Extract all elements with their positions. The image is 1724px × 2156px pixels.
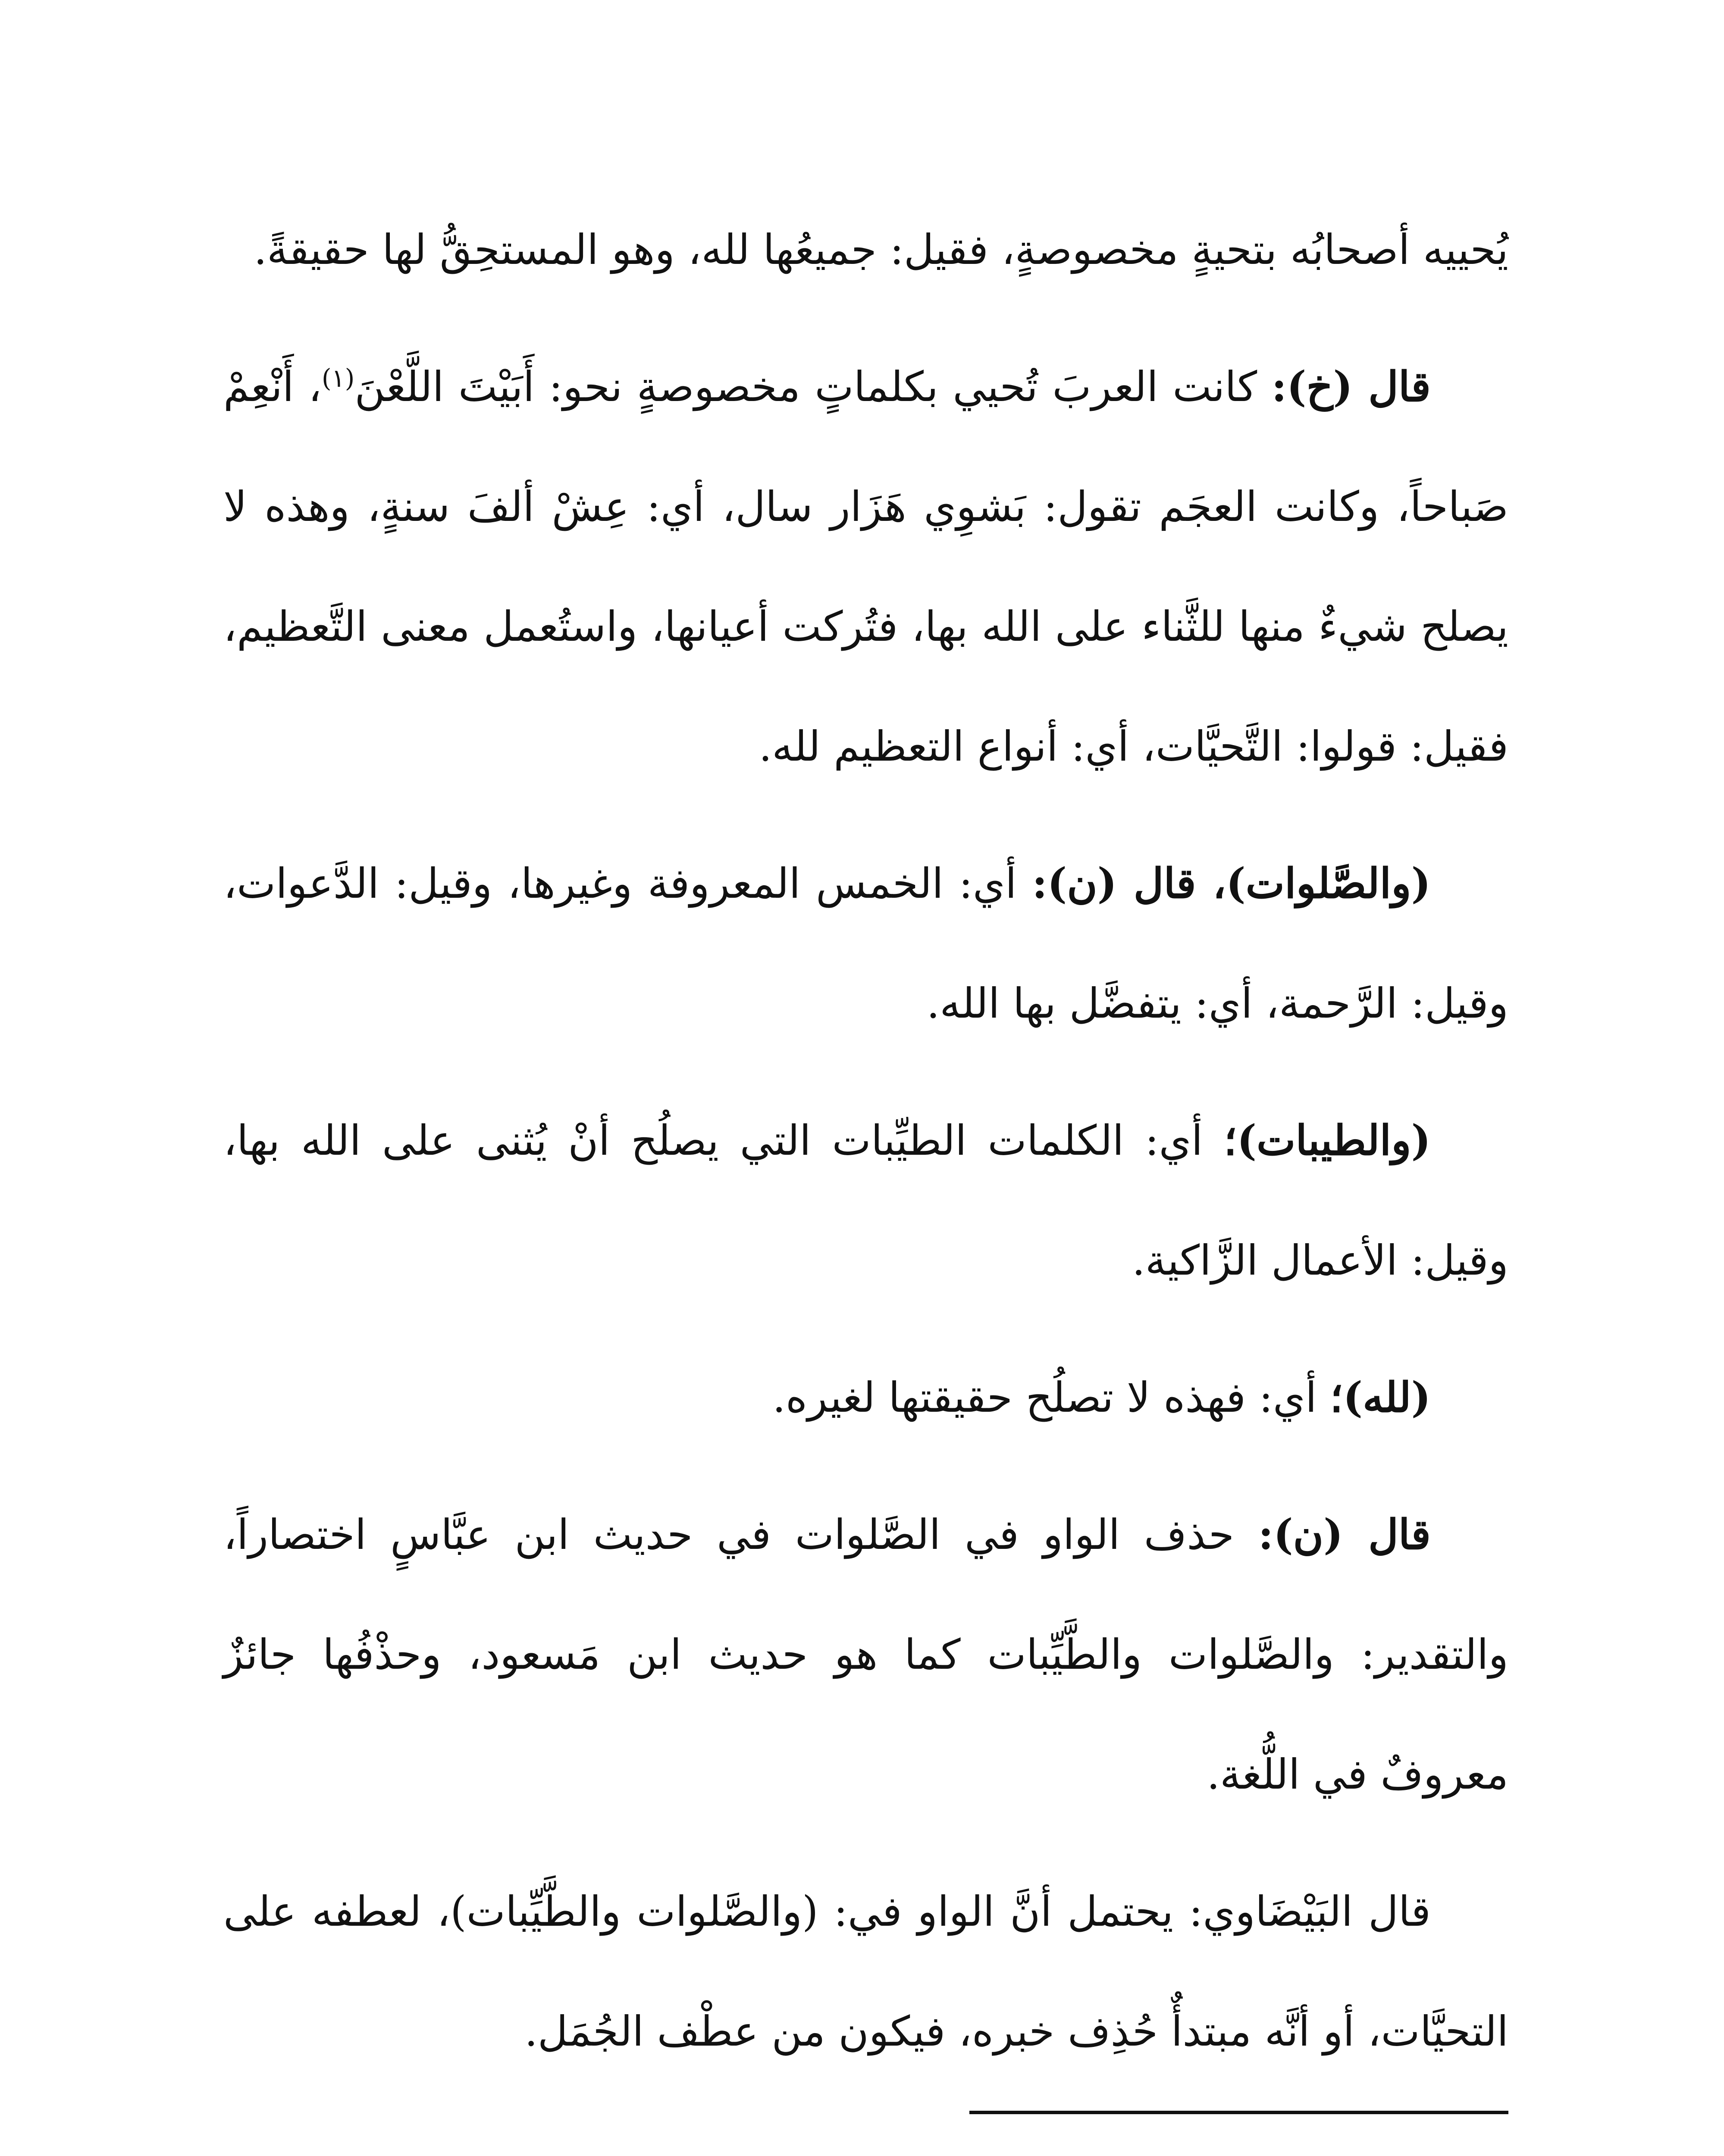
paragraph-1 (223, 190, 1508, 310)
paragraph-7-text: قال البَيْضَاوي: يحتمل أنَّ الواو في: (والصَّلوات والطَّيِّبات)، لعطفه على التحيَّات، أو أنَّه مبتدأٌ حُذِف خبره، فيكون من عطْف الجُمَل. (223, 1887, 1508, 2056)
paragraph-5 (223, 1338, 1508, 1457)
footnote-reference[interactable]: (١) (321, 364, 355, 393)
paragraph-7 (223, 1852, 1508, 2091)
paragraph-2-lead: قال (خ): (1271, 362, 1431, 411)
main-text (223, 190, 1508, 2109)
paragraph-5-lead: (لله)؛ (1330, 1373, 1431, 1422)
paragraph-1-text: يُحييه أصحابُه بتحيةٍ مخصوصةٍ، فقيل: جميعُها لله، وهو المستحِقُّ لها حقيقةً. (254, 226, 1508, 274)
paragraph-2-text-before-note: كانت العربَ تُحيي بكلماتٍ مخصوصةٍ نحو: أَبَيْتَ اللَّعْنَ (354, 363, 1272, 411)
paragraph-2 (223, 327, 1508, 806)
paragraph-6-lead: قال (ن): (1258, 1510, 1431, 1559)
paragraph-3-text: أي: الخمس المعروفة وغيرها، وقيل: الدَّعوات، وقيل: الرَّحمة، أي: يتفضَّل بها الله. (223, 859, 1508, 1028)
paragraph-3-lead: (والصَّلوات)، قال (ن): (1032, 859, 1431, 908)
paragraph-4 (223, 1081, 1508, 1320)
paragraph-2-text: ، أَنْعِمْ صَباحاً، وكانت العجَم تقول: بَشوِي هَزَار سال، أي: عِشْ ألفَ سنةٍ، وهذه لا يصلح شيءٌ منها للثَّناء على الله بها، فتُركت أعيانها، واستُعمل معنى التَّعظيم، فقيل: قولوا: التَّحيَّات، أي: أنواع التعظيم لله. (223, 363, 1508, 771)
paragraph-6-text: حذف الواو في الصَّلوات في حديث ابن عبَّاسٍ اختصاراً، والتقدير: والصَّلوات والطَّيِّبات كما هو حديث ابن مَسعود، وحذْفُها جائزٌ معروفٌ في اللُّغة. (223, 1510, 1508, 1799)
footnote-marker (1463, 2150, 1508, 2156)
paragraph-6 (223, 1475, 1508, 1834)
paragraph-4-text: أي: الكلمات الطيِّبات التي يصلُح أنْ يُثنى على الله بها، وقيل: الأعمال الزَّاكية. (223, 1116, 1508, 1285)
paragraph-3 (223, 824, 1508, 1063)
footnote-separator (969, 2111, 1508, 2114)
footnote (223, 2150, 1508, 2156)
paragraph-5-text: أي: فهذه لا تصلُح حقيقتها لغيره. (772, 1373, 1330, 1422)
paragraph-4-lead: (والطيبات)؛ (1224, 1116, 1431, 1165)
